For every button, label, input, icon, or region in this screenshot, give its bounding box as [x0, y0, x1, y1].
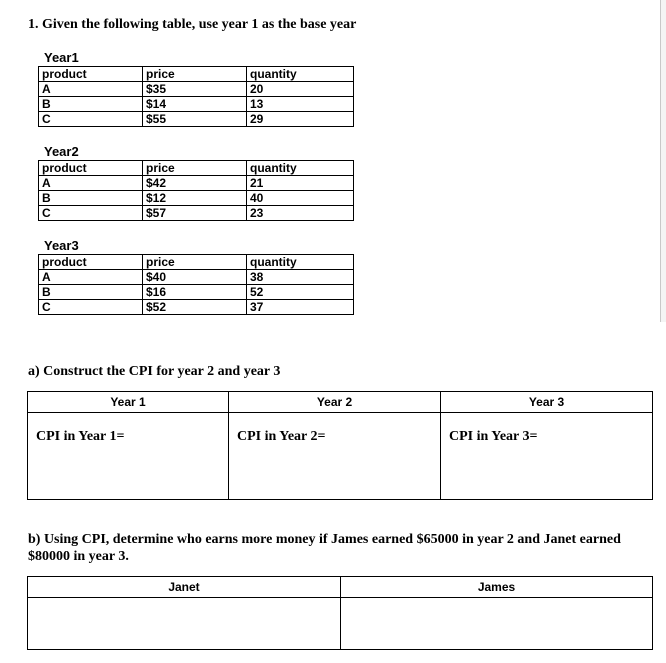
- table-row: [39, 206, 354, 221]
- quantity-cell: 29: [247, 112, 354, 127]
- part-b-prompt: [28, 531, 658, 565]
- price-cell: $57: [143, 206, 247, 221]
- table-row: [39, 112, 354, 127]
- scrollbar-track[interactable]: [660, 0, 666, 322]
- table-row: [39, 300, 354, 315]
- part-b-prompt-line-1: b) Using CPI, determine who earns more money if James earned $65000 in year 2 and Janet earned: [28, 532, 621, 547]
- question-1-heading: 1. Given the following table, use year 1 as the base year: [28, 17, 357, 32]
- product-cell: C: [39, 206, 143, 221]
- price-cell: $16: [143, 285, 247, 300]
- part-b-prompt-line-2: $80000 in year 3.: [28, 549, 129, 564]
- price-cell: $14: [143, 97, 247, 112]
- header-year-2: Year 2: [229, 392, 441, 413]
- product-cell: C: [39, 300, 143, 315]
- header-quantity: quantity: [247, 161, 354, 176]
- header-quantity: quantity: [247, 255, 354, 270]
- price-cell: $12: [143, 191, 247, 206]
- product-cell: C: [39, 112, 143, 127]
- header-price: price: [143, 161, 247, 176]
- header-product: product: [39, 161, 143, 176]
- cpi-year-3-cell[interactable]: CPI in Year 3=: [441, 413, 653, 500]
- james-answer-cell[interactable]: [341, 598, 653, 650]
- header-year-1: Year 1: [28, 392, 229, 413]
- price-cell: $52: [143, 300, 247, 315]
- year3-table: [38, 254, 354, 315]
- quantity-cell: 38: [247, 270, 354, 285]
- quantity-cell: 37: [247, 300, 354, 315]
- header-product: product: [39, 67, 143, 82]
- table-header-row: [39, 255, 354, 270]
- header-year-3: Year 3: [441, 392, 653, 413]
- cpi-answer-table: [27, 391, 653, 500]
- year1-table: [38, 66, 354, 127]
- header-james: James: [341, 577, 653, 598]
- quantity-cell: 23: [247, 206, 354, 221]
- quantity-cell: 40: [247, 191, 354, 206]
- table-row: [39, 270, 354, 285]
- price-cell: $35: [143, 82, 247, 97]
- header-janet: Janet: [28, 577, 341, 598]
- year2-table: [38, 160, 354, 221]
- header-quantity: quantity: [247, 67, 354, 82]
- product-cell: B: [39, 97, 143, 112]
- janet-answer-cell[interactable]: [28, 598, 341, 650]
- product-cell: A: [39, 82, 143, 97]
- year3-label: Year3: [44, 238, 79, 253]
- header-price: price: [143, 255, 247, 270]
- price-cell: $42: [143, 176, 247, 191]
- quantity-cell: 21: [247, 176, 354, 191]
- quantity-cell: 20: [247, 82, 354, 97]
- table-row: [39, 191, 354, 206]
- table-row: [39, 176, 354, 191]
- table-row: [39, 97, 354, 112]
- header-price: price: [143, 67, 247, 82]
- part-a-prompt: a) Construct the CPI for year 2 and year 3: [28, 364, 281, 379]
- cpi-year-1-cell[interactable]: CPI in Year 1=: [28, 413, 229, 500]
- product-cell: A: [39, 176, 143, 191]
- cpi-year-2-cell[interactable]: CPI in Year 2=: [229, 413, 441, 500]
- table-header-row: [39, 161, 354, 176]
- header-product: product: [39, 255, 143, 270]
- price-cell: $55: [143, 112, 247, 127]
- year2-label: Year2: [44, 144, 79, 159]
- product-cell: A: [39, 270, 143, 285]
- product-cell: B: [39, 285, 143, 300]
- table-header-row: [39, 67, 354, 82]
- table-row: [39, 82, 354, 97]
- price-cell: $40: [143, 270, 247, 285]
- quantity-cell: 52: [247, 285, 354, 300]
- year1-label: Year1: [44, 50, 79, 65]
- quantity-cell: 13: [247, 97, 354, 112]
- product-cell: B: [39, 191, 143, 206]
- earnings-answer-table: [27, 576, 653, 650]
- table-row: [39, 285, 354, 300]
